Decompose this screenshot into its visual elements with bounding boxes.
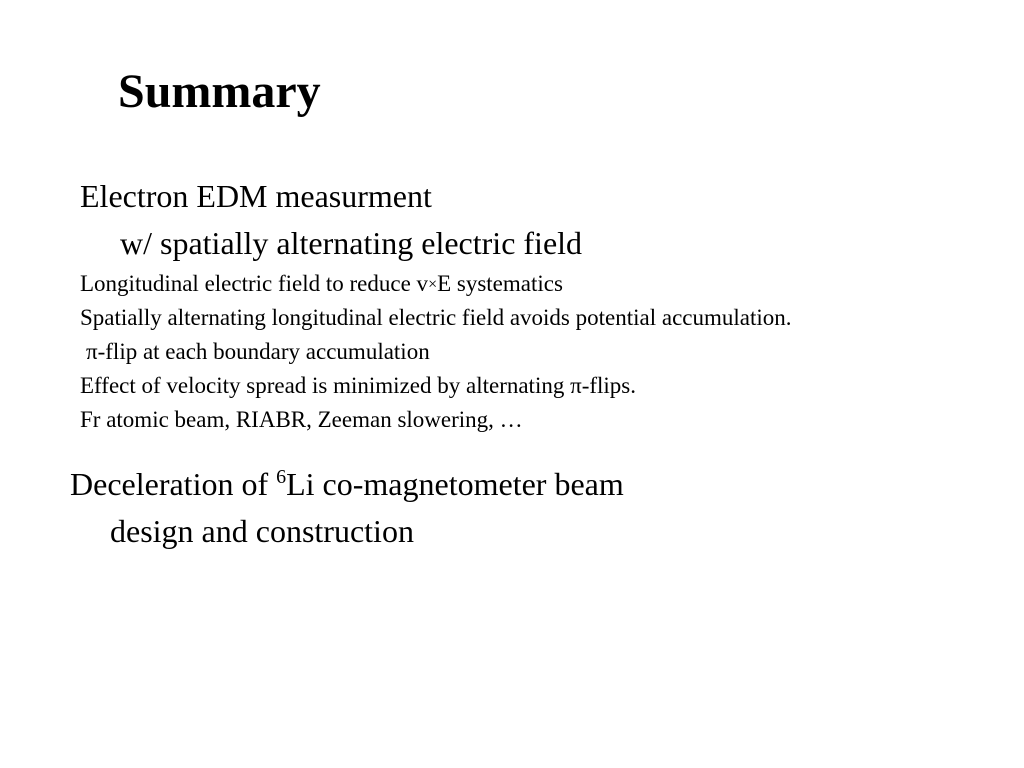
section2-heading-post: Li co-magnetometer beam: [286, 466, 624, 502]
bullet-longitudinal: [80, 269, 563, 300]
section2-heading-pre: Deceleration of: [70, 466, 277, 502]
isotope-superscript: 6: [276, 466, 287, 488]
times-symbol: ×: [428, 276, 438, 293]
bullet-longitudinal-pre: Longitudinal electric field to reduce v: [80, 271, 429, 296]
section1-heading: Electron EDM measurment: [80, 178, 432, 214]
bullet-spatially: Spatially alternating longitudinal electric field avoids potential accumulation.: [80, 305, 792, 330]
bullet-fr: Fr atomic beam, RIABR, Zeeman slowering, …: [80, 407, 523, 432]
slide-title: Summary: [118, 65, 321, 118]
bullet-pi-flip: π-flip at each boundary accumulation: [86, 339, 430, 364]
section1-subheading: w/ spatially alternating electric field: [120, 225, 583, 261]
bullet-velocity: Effect of velocity spread is minimized by alternating π-flips.: [80, 373, 636, 398]
bullet-longitudinal-post: E systematics: [437, 271, 563, 296]
section2-heading: [70, 464, 624, 504]
section2-subheading: design and construction: [110, 513, 414, 549]
